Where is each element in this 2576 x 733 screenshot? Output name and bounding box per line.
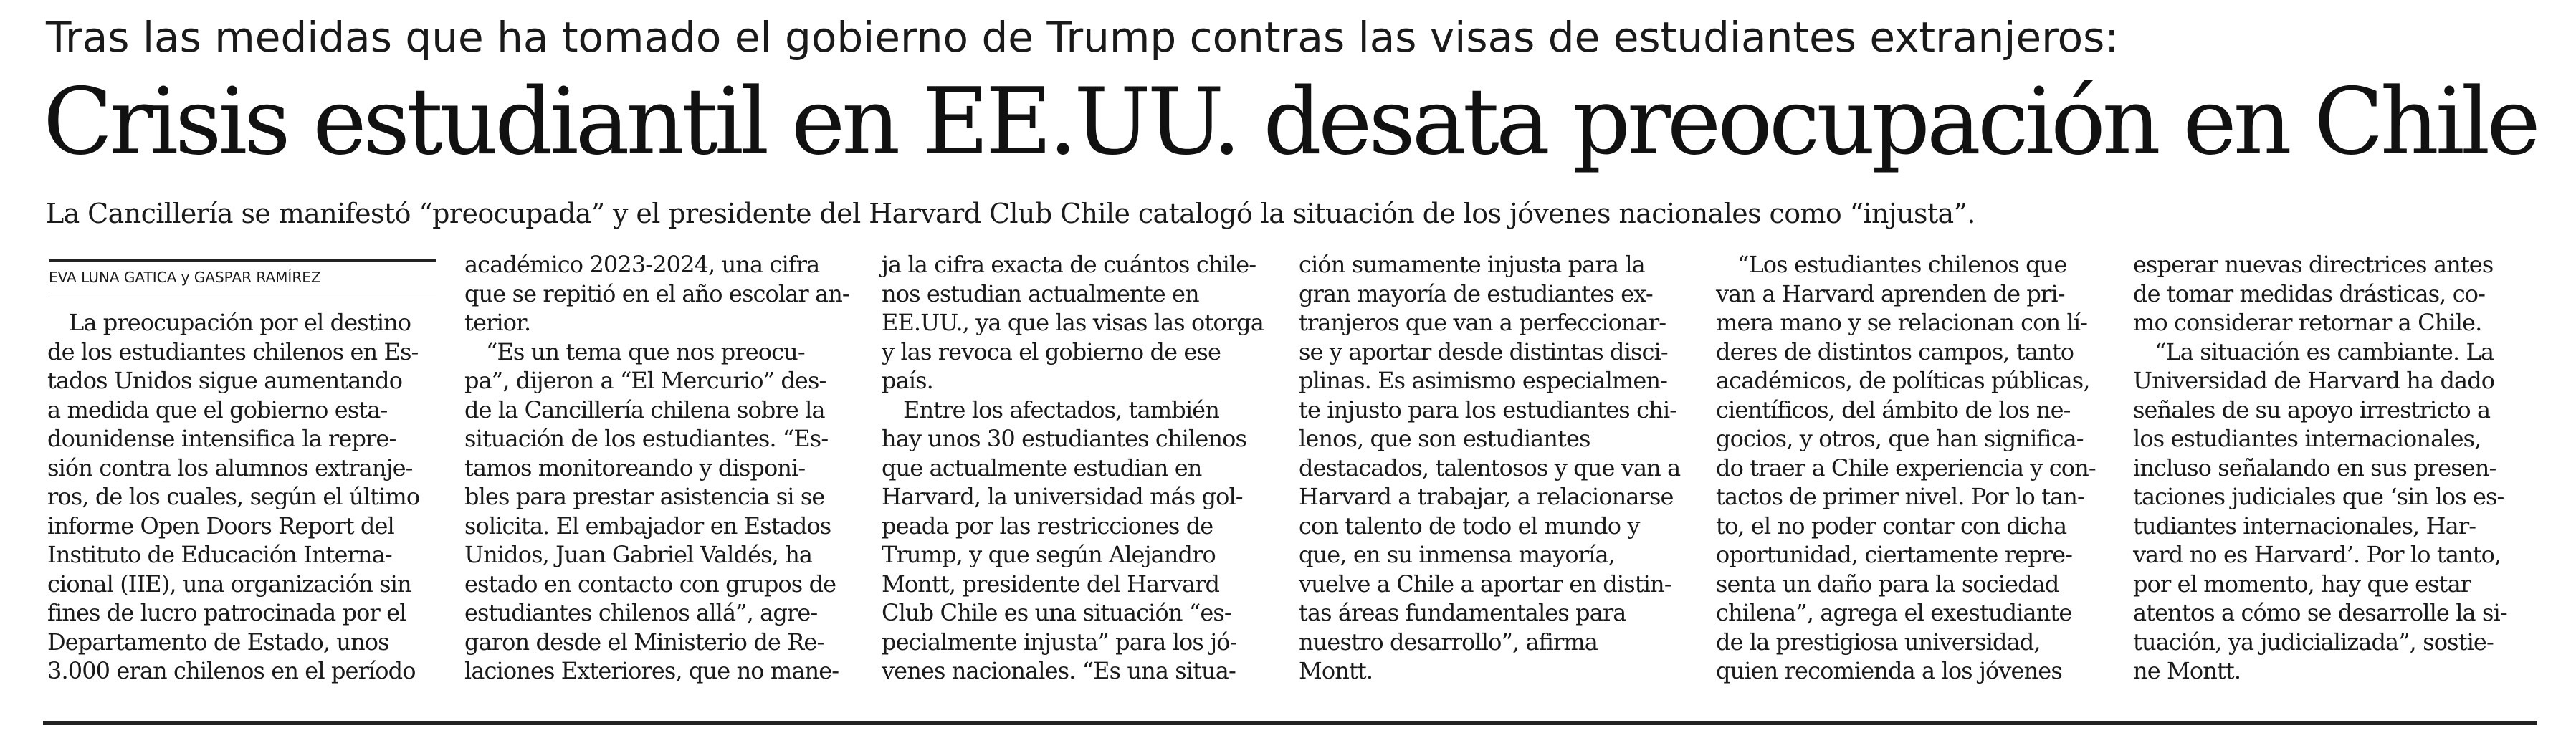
column-4-line: que, en su inmensa mayoría, [1299,541,1615,568]
article-column-5 [1716,250,2103,686]
column-5-line: to, el no poder contar con dicha [1716,512,2067,540]
column-4-line: vuelve a Chile a aportar en distin- [1299,570,1671,598]
column-4-line: ción sumamente injusta para la [1299,251,1645,278]
column-3-line: Harvard, la universidad más gol- [882,483,1243,510]
column-3-line: que actualmente estudian en [882,454,1202,482]
column-1-line: de los estudiantes chilenos en Es- [47,337,419,365]
column-5-line: do traer a Chile experiencia y con- [1716,454,2096,482]
article-column-1 [47,308,434,686]
byline: EVA LUNA GATICA y GASPAR RAMÍREZ [49,269,321,286]
column-4-line: tas áreas fundamentales para [1299,599,1626,626]
column-2-line: que se repitió en el año escolar an- [464,279,849,307]
column-4-line: Montt. [1299,657,1373,684]
column-6-line: vard no es Harvard’. Por lo tanto, [2133,541,2501,568]
column-6-line: atentos a cómo se desarrolle la si- [2133,599,2507,626]
column-2-line: Unidos, Juan Gabriel Valdés, ha [464,541,813,568]
column-1-line: dounidense intensifica la repre- [47,425,396,452]
column-2-line: laciones Exteriores, que no mane- [464,657,839,684]
column-4-line: te injusto para los estudiantes chi- [1299,396,1677,423]
column-5-line: deres de distintos campos, tanto [1716,337,2074,365]
article-column-2 [464,250,851,686]
column-6-line: taciones judiciales que ‘sin los es- [2133,483,2504,510]
column-3-line: peada por las restricciones de [882,512,1213,540]
column-4-line: lenos, que son estudiantes [1299,425,1590,452]
column-5-line: “Los estudiantes chilenos que [1737,251,2067,278]
column-3-line: nos estudian actualmente en [882,279,1199,307]
column-2-line: “Es un tema que nos preocu- [486,337,805,365]
column-6-line: tudiantes internacionales, Har- [2133,512,2476,540]
column-4-line: Harvard a trabajar, a relacionarse [1299,483,1674,510]
column-6-line: incluso señalando en sus presen- [2133,454,2496,482]
column-5-line: van a Harvard aprenden de pri- [1716,279,2065,307]
column-4-line: tranjeros que van a perfeccionar- [1299,309,1666,336]
column-6-line: por el momento, hay que estar [2133,570,2471,598]
column-3-line: pecialmente injusta” para los jó- [882,628,1237,656]
article-column-6 [2133,250,2520,686]
column-4-line: se y aportar desde distintas disci- [1299,337,1668,365]
article-column-3 [882,250,1269,686]
column-5-line: científicos, del ámbito de los ne- [1716,396,2071,423]
column-1-line: informe Open Doors Report del [47,512,394,540]
column-5-line: académicos, de políticas públicas, [1716,367,2090,394]
column-1-line: ros, de los cuales, según el último [47,483,420,510]
column-2-line: tamos monitoreando y disponi- [464,454,806,482]
column-1-line: La preocupación por el destino [69,309,411,336]
column-2-line: pa”, dijeron a “El Mercurio” des- [464,367,826,394]
column-4-line: con talento de todo el mundo y [1299,512,1640,540]
headline: Crisis estudiantil en EE.UU. desata preocupación en Chile [43,69,2537,176]
column-3-line: hay unos 30 estudiantes chilenos [882,425,1246,452]
column-5-line: senta un daño para la sociedad [1716,570,2059,598]
column-1-line: fines de lucro patrocinada por el [47,599,406,626]
column-1-line: sión contra los alumnos extranje- [47,454,413,482]
column-2-line: bles para prestar asistencia si se [464,483,825,510]
column-2-line: estudiantes chilenos allá”, agre- [464,599,818,626]
column-6-line: ne Montt. [2133,657,2241,684]
bottom-rule [43,721,2537,725]
column-3-line: Trump, y que según Alejandro [882,541,1216,568]
column-5-line: chilena”, agrega el exestudiante [1716,599,2072,626]
column-3-line: Entre los afectados, también [903,396,1219,423]
column-5-line: oportunidad, ciertamente repre- [1716,541,2073,568]
column-6-line: mo considerar retornar a Chile. [2133,309,2482,336]
column-1-line: Instituto de Educación Interna- [47,541,392,568]
column-1-line: tados Unidos sigue aumentando [47,367,403,394]
column-5-line: gocios, y otros, que han significa- [1716,425,2084,452]
column-5-line: de la prestigiosa universidad, [1716,628,2041,656]
column-3-line: y las revoca el gobierno de ese [882,337,1221,365]
column-4-line: gran mayoría de estudiantes ex- [1299,279,1653,307]
byline-rule-top [49,259,436,262]
column-3-line: ja la cifra exacta de cuántos chile- [882,251,1256,278]
column-2-line: terior. [464,309,531,336]
column-2-line: estado en contacto con grupos de [464,570,836,598]
column-2-line: solicita. El embajador en Estados [464,512,831,540]
column-1-line: 3.000 eran chilenos en el período [47,657,416,684]
column-4-line: destacados, talentosos y que van a [1299,454,1681,482]
column-1-line: cional (IIE), una organización sin [47,570,411,598]
column-6-line: los estudiantes internacionales, [2133,425,2481,452]
column-3-line: EE.UU., ya que las visas las otorga [882,309,1264,336]
column-6-line: señales de su apoyo irrestricto a [2133,396,2491,423]
column-6-line: tuación, ya judicializada”, sostie- [2133,628,2494,656]
column-2-line: situación de los estudiantes. “Es- [464,425,829,452]
column-6-line: de tomar medidas drásticas, co- [2133,279,2486,307]
column-4-line: nuestro desarrollo”, afirma [1299,628,1598,656]
column-6-line: “La situación es cambiante. La [2155,337,2494,365]
column-5-line: quien recomienda a los jóvenes [1716,657,2062,684]
column-3-line: Club Chile es una situación “es- [882,599,1231,626]
column-6-line: Universidad de Harvard ha dado [2133,367,2495,394]
column-2-line: de la Cancillería chilena sobre la [464,396,825,423]
deck: La Cancillería se manifestó “preocupada” y el presidente del Harvard Club Chile catalogó la situación de los jóvenes nacionales como “injusta”. [46,198,1975,229]
kicker: Tras las medidas que ha tomado el gobierno de Trump contras las visas de estudiantes extranjeros: [46,13,2119,62]
column-2-line: garon desde el Ministerio de Re- [464,628,824,656]
column-1-line: a medida que el gobierno esta- [47,396,388,423]
article-column-4 [1299,250,1686,686]
column-1-line: Departamento de Estado, unos [47,628,389,656]
column-3-line: Montt, presidente del Harvard [882,570,1220,598]
column-3-line: venes nacionales. “Es una situa- [882,657,1236,684]
column-2-line: académico 2023-2024, una cifra [464,251,820,278]
column-6-line: esperar nuevas directrices antes [2133,251,2494,278]
column-5-line: mera mano y se relacionan con lí- [1716,309,2088,336]
column-4-line: plinas. Es asimismo especialmen- [1299,367,1668,394]
column-5-line: tactos de primer nivel. Por lo tan- [1716,483,2084,510]
column-3-line: país. [882,367,933,394]
